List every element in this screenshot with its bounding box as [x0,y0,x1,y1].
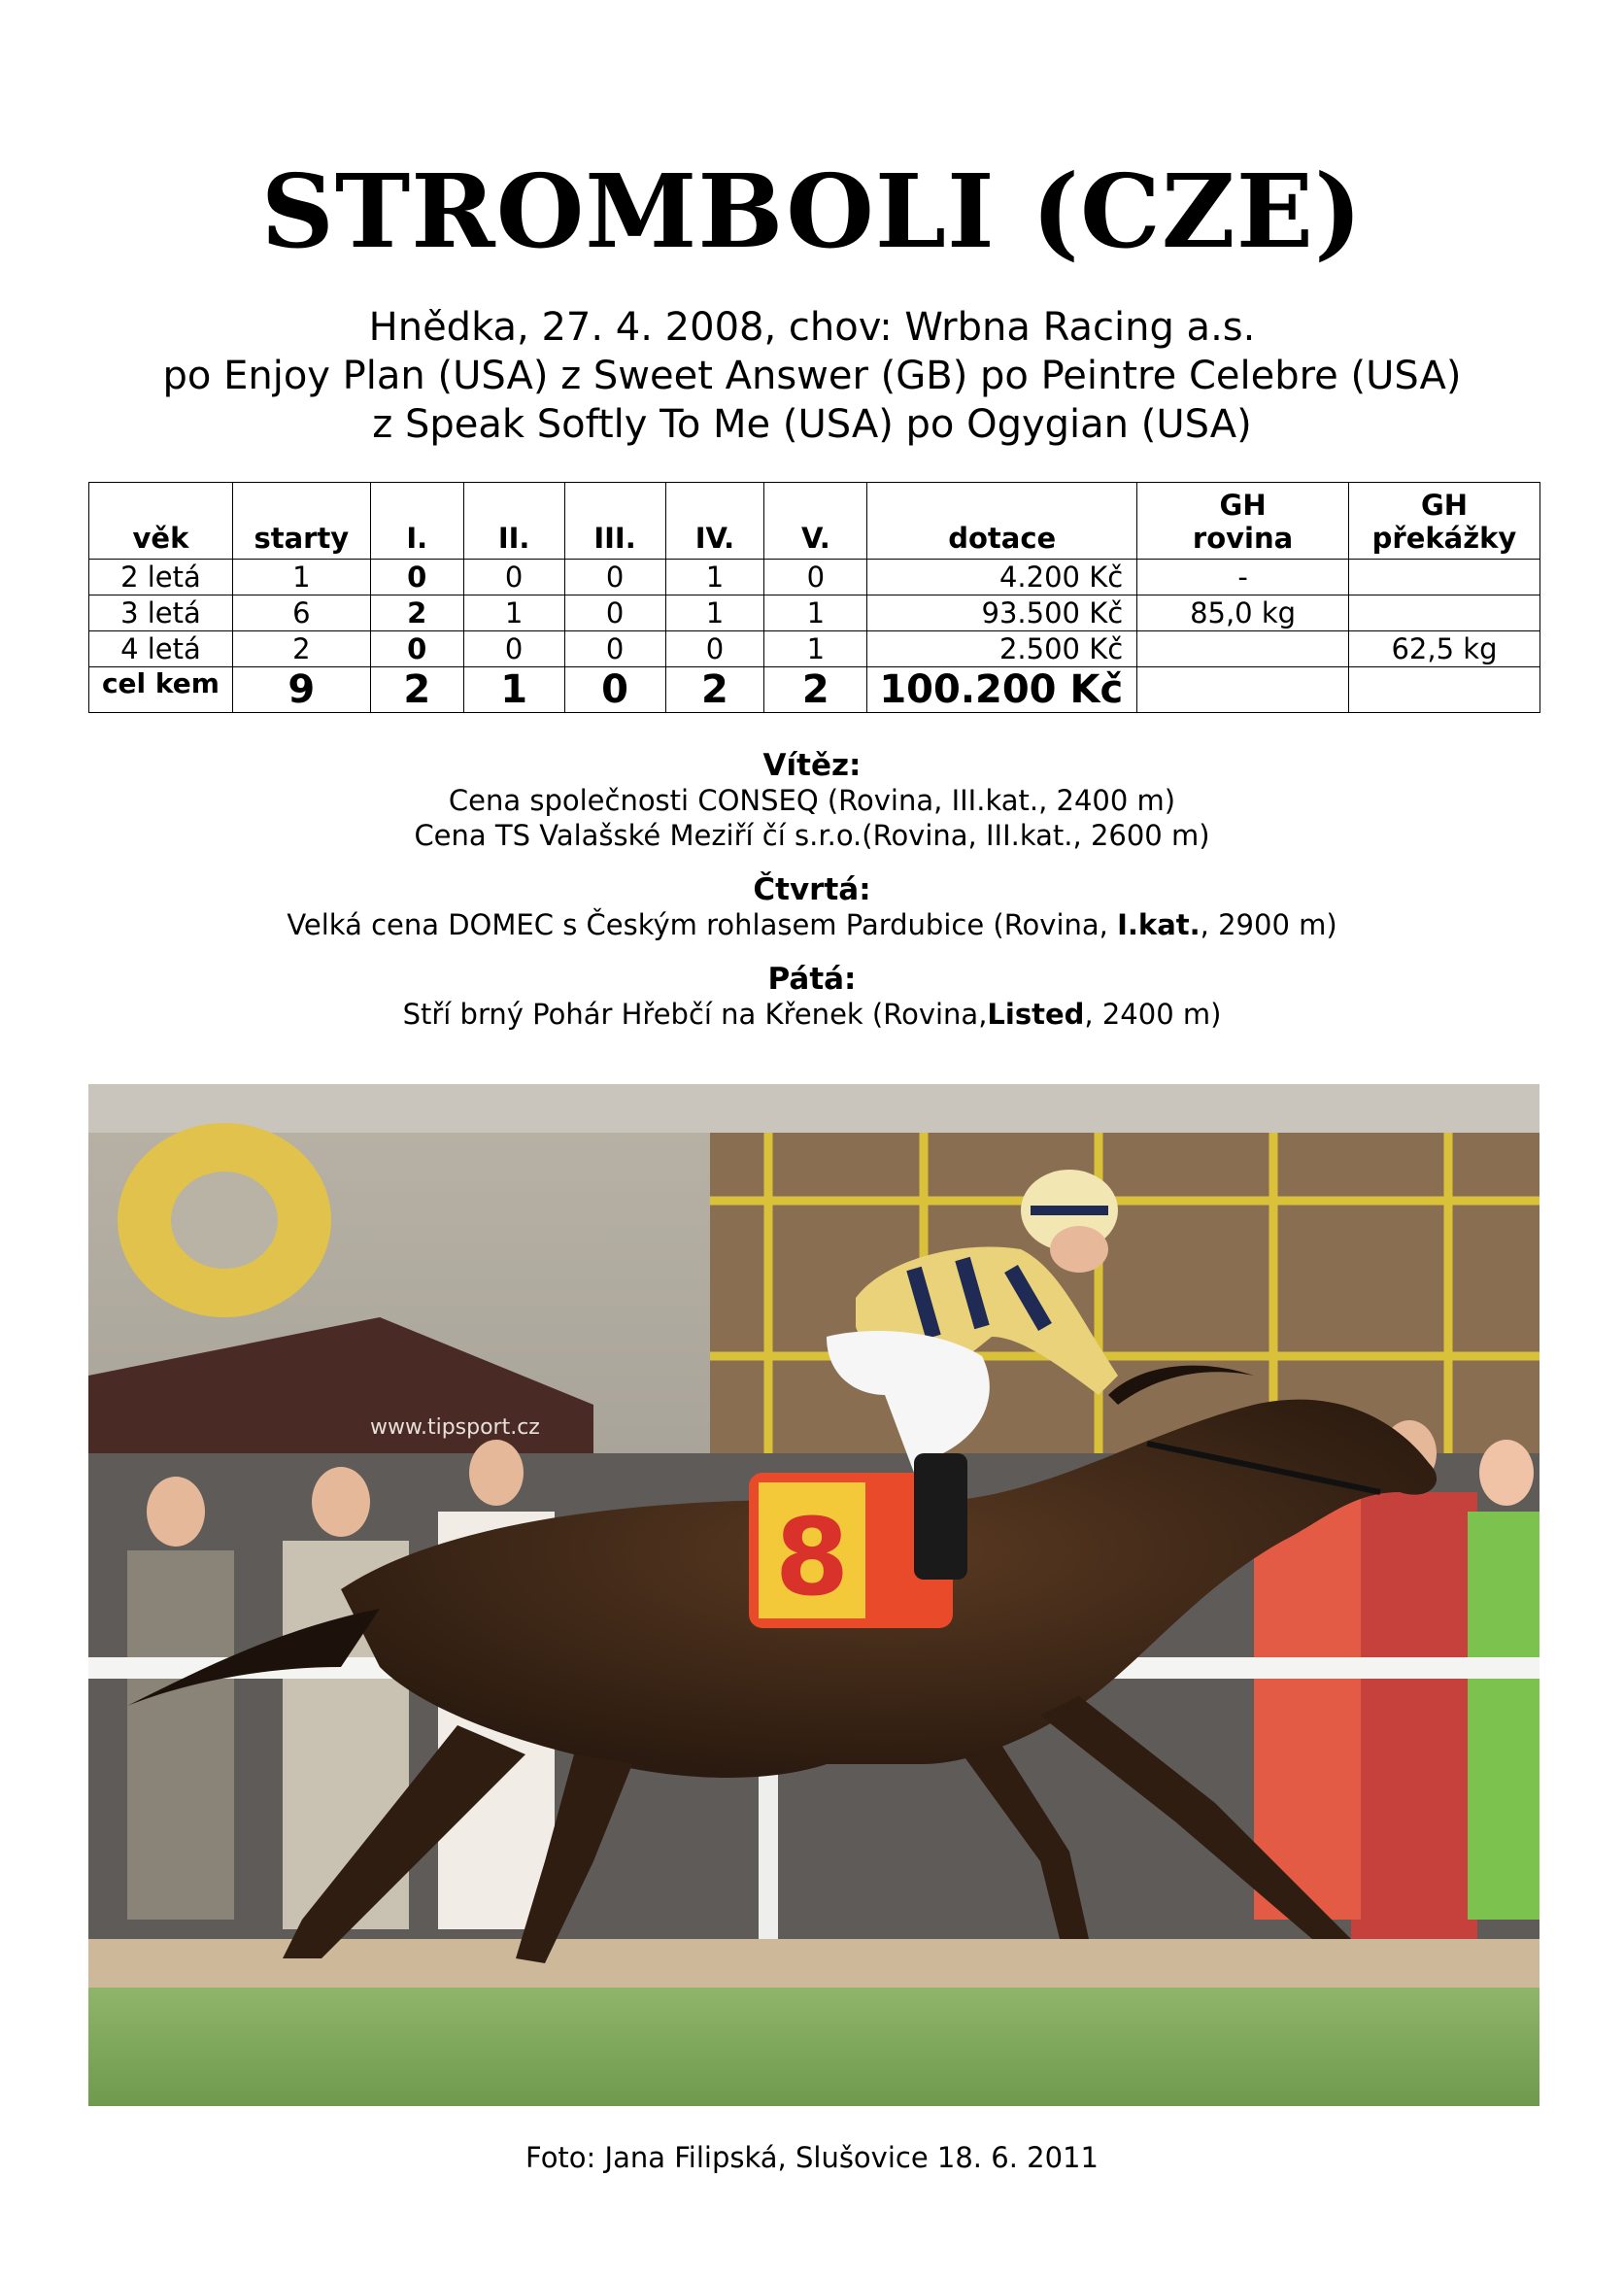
table-row [89,595,1540,631]
cell-first: 0 [370,560,463,595]
cell-gh-prekazky: 62,5 kg [1348,631,1539,667]
total-dotace: 100.200 Kč [867,667,1137,713]
header-fourth: IV. [665,483,764,560]
cell-dotace: 93.500 Kč [867,595,1137,631]
header-gh-rovina-line1: GH [1219,489,1267,522]
cell-first: 0 [370,631,463,667]
header-first: I. [370,483,463,560]
header-gh-prekazky-line2: překážky [1371,522,1517,555]
header-dotace: dotace [867,483,1137,560]
winner-race-2: Cena TS Valašské Meziří čí s.r.o.(Rovina, III.kat., 2600 m) [414,819,1210,852]
horse-racing-photo [88,1084,1539,2106]
table-header-row [89,483,1540,560]
header-third: III. [564,483,665,560]
birth-breeder-line: Hnědka, 27. 4. 2008, chov: Wrbna Racing a.s. [368,305,1256,350]
cell-second: 0 [463,631,564,667]
winner-race-1: Cena společnosti CONSEQ (Rovina, III.kat., 2400 m) [448,784,1176,817]
cell-second: 1 [463,595,564,631]
total-fourth: 2 [665,667,764,713]
fourth-race-category: I.kat. [1117,908,1201,941]
cell-vek: 3 letá [89,595,233,631]
roof [88,1084,1539,1133]
cell-second: 0 [463,560,564,595]
cell-third: 0 [564,631,665,667]
total-first: 2 [370,667,463,713]
cell-fifth: 0 [764,560,867,595]
cell-gh-rovina: 85,0 kg [1137,595,1349,631]
cell-fifth: 1 [764,595,867,631]
cell-gh-prekazky [1348,560,1539,595]
table-row [89,560,1540,595]
cell-fifth: 1 [764,631,867,667]
header-gh-rovina [1137,483,1349,560]
fifth-race-text: Stří brný Pohár Hřebčí na Křenek (Rovina, [402,998,988,1031]
cell-third: 0 [564,560,665,595]
header-starty: starty [232,483,370,560]
total-third: 0 [564,667,665,713]
cell-first: 2 [370,595,463,631]
race-record-table [88,482,1540,713]
cell-dotace: 4.200 Kč [867,560,1137,595]
header-gh-prekazky-line1: GH [1420,489,1469,522]
header-gh-rovina-line2: rovina [1192,522,1294,555]
pedigree-line-1: po Enjoy Plan (USA) z Sweet Answer (GB) po Peintre Celebre (USA) [162,354,1462,398]
cell-third: 0 [564,595,665,631]
grass-track [88,1988,1539,2106]
header-second: II. [463,483,564,560]
header-vek: věk [89,483,233,560]
cell-starty: 2 [232,631,370,667]
cell-dotace: 2.500 Kč [867,631,1137,667]
cell-gh-rovina: - [1137,560,1349,595]
horse-info [0,303,1624,449]
total-starty: 9 [232,667,370,713]
tent-sign: www.tipsport.cz [370,1415,540,1440]
total-label: cel kem [89,667,233,713]
fourth-heading: Čtvrtá: [753,872,871,907]
fifth-race-category: Listed [987,998,1085,1031]
cell-fourth: 0 [665,631,764,667]
winner-heading: Vítěz: [762,748,862,783]
photo-caption: Foto: Jana Filipská, Slušovice 18. 6. 2011 [525,2141,1099,2174]
total-gh-prekazky [1348,667,1539,713]
total-fifth: 2 [764,667,867,713]
table-row [89,631,1540,667]
fourth-race [0,907,1624,942]
cell-starty: 6 [232,595,370,631]
race-photo [88,1084,1539,2106]
table-total-row [89,667,1540,713]
total-gh-rovina [1137,667,1349,713]
cell-vek: 4 letá [89,631,233,667]
fourth-race-text: Velká cena DOMEC s Českým rohlasem Pardubice (Rovina, [287,908,1118,941]
fifth-heading: Pátá: [767,962,857,997]
fourth-race-distance: , 2900 m) [1200,908,1337,941]
cell-fourth: 1 [665,595,764,631]
cell-vek: 2 letá [89,560,233,595]
cell-gh-prekazky [1348,595,1539,631]
fifth-race [0,997,1624,1032]
cell-gh-rovina [1137,631,1349,667]
saddle-number: 8 [774,1495,850,1619]
horse-name-title: STROMBOLI (CZE) [260,152,1364,271]
fifth-race-distance: , 2400 m) [1084,998,1222,1031]
header-fifth: V. [764,483,867,560]
cell-starty: 1 [232,560,370,595]
pedigree-line-2: z Speak Softly To Me (USA) po Ogygian (USA) [372,402,1252,447]
cell-fourth: 1 [665,560,764,595]
race-results [0,748,1624,1032]
total-second: 1 [463,667,564,713]
header-gh-prekazky [1348,483,1539,560]
